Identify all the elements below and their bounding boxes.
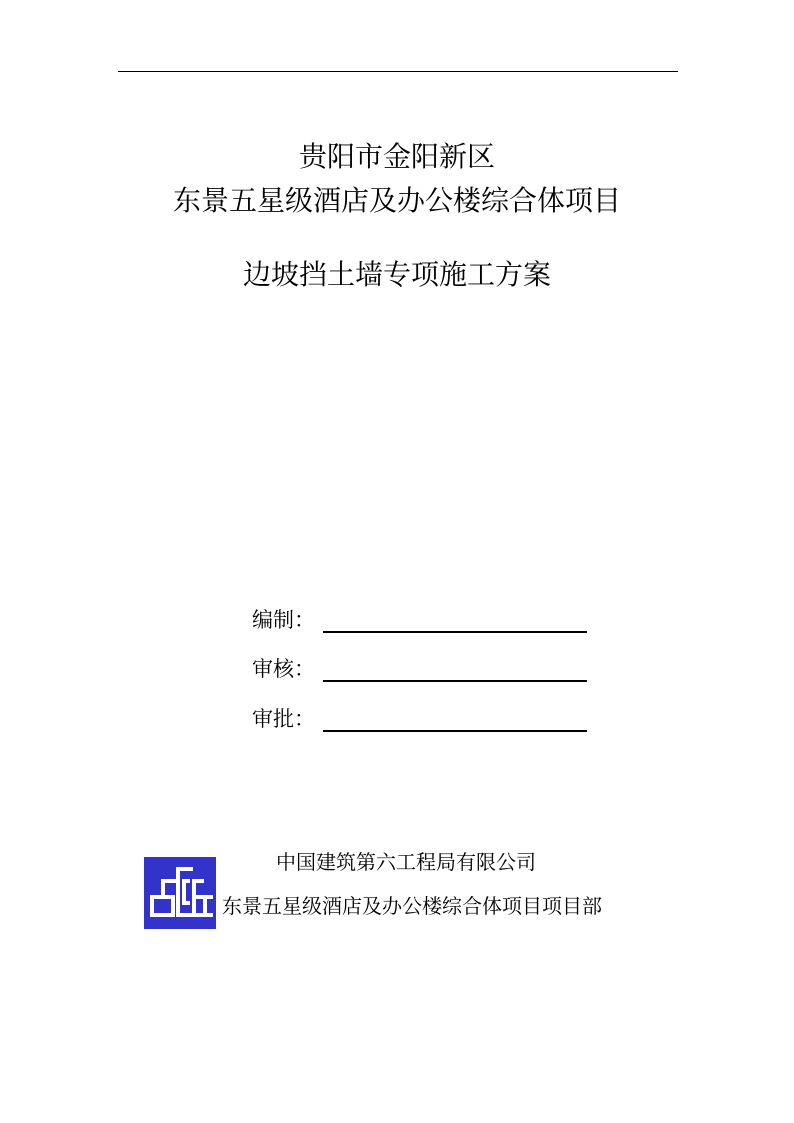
signature-row-compile [252, 603, 592, 633]
cscec-logo-icon [144, 857, 216, 929]
title-plan: 边坡挡土墙专项施工方案 [242, 258, 551, 291]
signature-line-compile [323, 631, 587, 633]
signature-label-approve: 审批： [252, 707, 315, 731]
signature-row-approve [252, 702, 592, 732]
title-project: 东景五星级酒店及办公楼综合体项目 [172, 184, 621, 217]
signature-line-review [323, 680, 587, 682]
signature-row-review [252, 652, 592, 682]
signature-label-compile: 编制： [252, 608, 315, 632]
project-department-name: 东景五星级酒店及办公楼综合体项目项目部 [222, 894, 602, 918]
signature-line-approve [323, 730, 587, 732]
signature-label-review: 审核： [252, 657, 315, 681]
company-name: 中国建筑第六工程局有限公司 [276, 850, 536, 874]
header-rule [118, 71, 678, 72]
title-location: 贵阳市金阳新区 [298, 140, 495, 173]
